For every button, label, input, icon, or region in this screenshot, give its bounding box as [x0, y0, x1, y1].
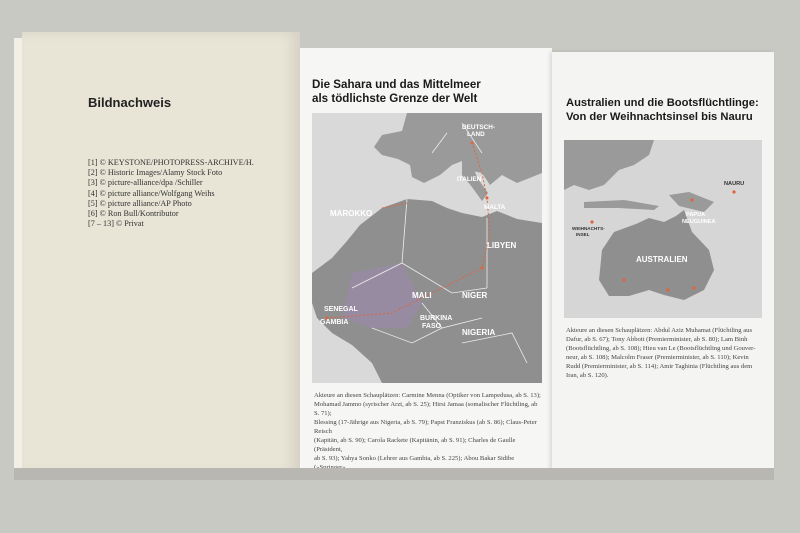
label-weihnachtsinsel: WEIHNACHTS- [572, 226, 605, 231]
map-heading-australia [566, 96, 759, 124]
australia-map [564, 140, 762, 318]
credit-line: [3] © picture-alliance/dpa /Schiller [88, 178, 203, 188]
label-nauru: NAURU [724, 181, 745, 187]
map-caption [566, 326, 766, 380]
label-malta: MALTA [484, 204, 506, 211]
credit-line: [6] © Ron Bull/Kontributor [88, 209, 179, 219]
credit-line: [2] © Historic Images/Alamy Stock Foto [88, 168, 223, 178]
map-heading-sahara [312, 78, 481, 106]
label-italien: ITALIEN [457, 176, 482, 183]
heading-line: Von der Weihnachtsinsel bis Nauru [566, 111, 753, 123]
label-burkina-faso: FASO [422, 323, 442, 330]
caption-line: (Kapitän, ab S. 90); Carola Rackete (Kapitänin, ab S. 91); Charles de Gaulle (Präsident, [314, 437, 516, 453]
label-libyen: LIBYEN [487, 241, 517, 250]
label-mali: MALI [412, 291, 432, 300]
label-deutschland: LAND [467, 131, 485, 138]
label-marokko: MAROKKO [330, 209, 373, 218]
credit-line: [5] © picture alliance/AP Photo [88, 198, 192, 208]
page-title: Bildnachweis [88, 95, 172, 110]
credit-line: [7 – 13] © Privat [88, 219, 144, 229]
caption-line: Blessing (17-Jährige aus Nigeria, ab S. 79); Papst Franziskus (ab S. 86); Claus-Peter Reisch [314, 419, 537, 435]
label-senegal: SENEGAL [324, 306, 358, 313]
credit-line: [4] © picture alliance/Wolfgang Weihs [88, 188, 215, 198]
label-papua: PAPUA [686, 212, 706, 218]
caption-line: Iran, ab S. 120). [566, 372, 609, 379]
caption-line: Rudd (Premierminister, ab S. 114); Amir Taghinia (Flüchtling aus dem [566, 363, 753, 370]
caption-line: Akteure an diesen Schauplätzen: Abdul Aziz Muhamat (Flüchtling aus [566, 327, 753, 334]
label-deutschland: DEUTSCH- [462, 124, 496, 131]
caption-line: (Bootsflüchtling, ab S. 108); Hieu van Le (Bootsflüchtling und Gouver- [566, 345, 756, 352]
heading-line: Australien und die Bootsflüchtlinge: [566, 97, 759, 109]
credits-list [88, 158, 254, 229]
heading-line: als tödlichste Grenze der Welt [312, 92, 478, 105]
label-nigeria: NIGERIA [462, 328, 496, 337]
caption-line: Mohamad Jammo (syrischer Arzt, ab S. 25); Hirsi Jamaa (somalischer Flüchtling, ab S. 71); [314, 401, 538, 417]
caption-line: Dafur, ab S. 67); Tony Abbott (Premierminister, ab S. 80); Lam Binh [566, 336, 748, 343]
book-bottom-edge [14, 468, 774, 480]
caption-line: Akteure an diesen Schauplätzen: Carmine Menna (Optiker von Lampedusa, ab S. 13); [314, 392, 541, 399]
label-weihnachtsinsel: INSEL [576, 232, 590, 237]
label-papua: NEUGUINEA [682, 219, 716, 225]
heading-line: Die Sahara und das Mittelmeer [312, 78, 481, 91]
label-australien: AUSTRALIEN [636, 255, 688, 264]
caption-line: ab S. 93); Yahya Sonko (Lehrer aus Gambia, ab S. 225); Abou Bakar Sidibe [314, 455, 515, 462]
sahara-map [312, 113, 542, 383]
label-burkina-faso: BURKINA [420, 315, 453, 322]
credit-line: [1] © KEYSTONE/PHOTOPRESS-ARCHIVE/H. [88, 158, 254, 167]
label-gambia: GAMBIA [320, 319, 349, 326]
label-niger: NIGER [462, 291, 488, 300]
caption-line: neur, ab S. 108); Malcolm Fraser (Premierminister, ab S. 110); Kevin [566, 354, 749, 361]
